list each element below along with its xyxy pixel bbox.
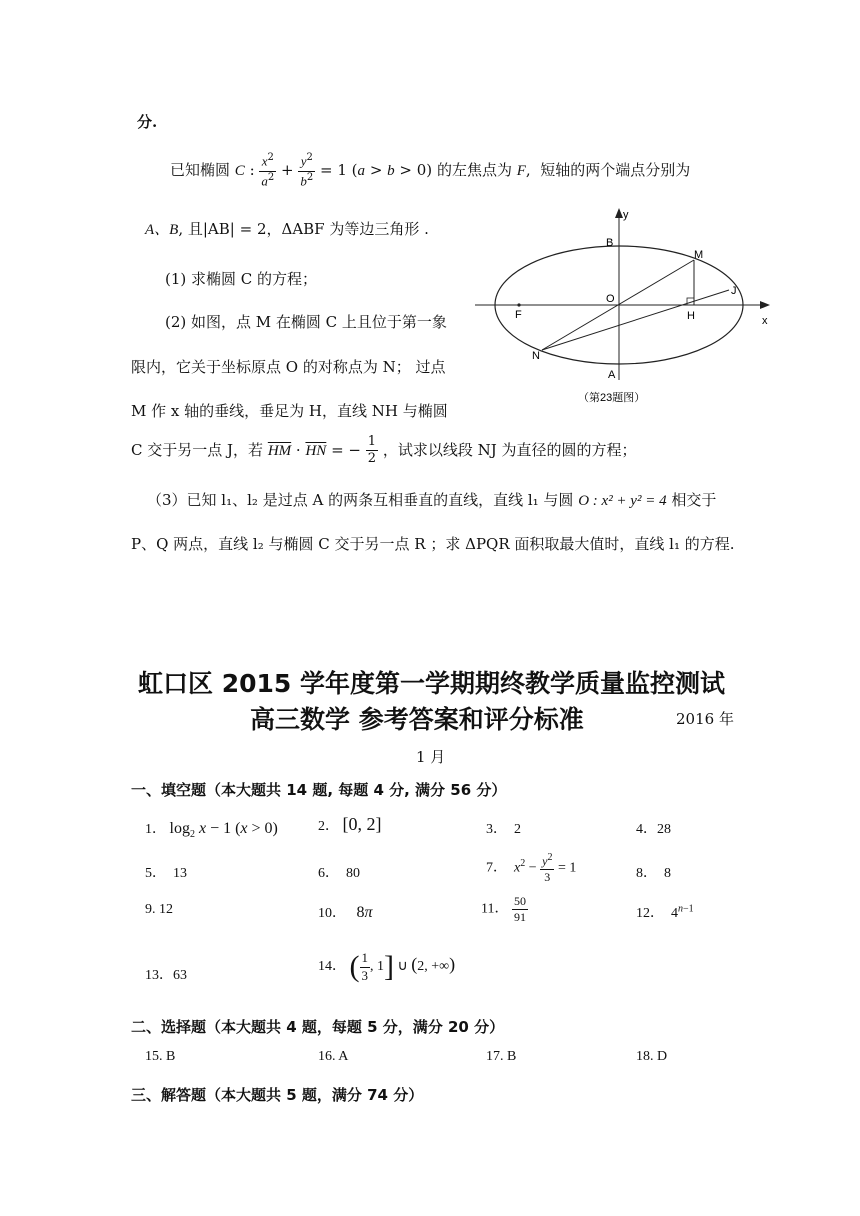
answer-13: 13．63	[145, 968, 187, 983]
answer-3: 3． 2	[486, 822, 521, 837]
x-axis-arrow	[760, 301, 770, 309]
question-3-line-a	[147, 489, 716, 510]
section-2-title: 二、选择题（本大题共 4 题，每题 5 分，满分 20 分）	[131, 1018, 505, 1036]
section-3-title: 三、解答题（本大题共 5 题，满分 74 分）	[131, 1086, 424, 1104]
document-month: 1 月	[416, 748, 446, 766]
answer-7: 7． $x^2$ − $\frac{y^2}{3}$ = 1	[486, 852, 577, 884]
section-1-title: 一、填空题（本大题共 14 题, 每题 4 分, 满分 56 分）	[131, 781, 507, 799]
answer-15: 15. B	[145, 1049, 176, 1064]
answer-8: 8． 8	[636, 866, 671, 881]
label-o: O	[606, 293, 615, 305]
label-f: F	[515, 309, 522, 321]
focus-point	[517, 303, 520, 306]
question-2-line-c: M 作 x 轴的垂线，垂足为 H，直线 NH 与椭圆	[131, 402, 448, 420]
label-y: y	[623, 209, 629, 221]
answer-4: 4．28	[636, 822, 671, 837]
document-subtitle: 高三数学 参考答案和评分标准	[250, 705, 584, 734]
answer-1: 1． $\log_2 x - 1$ (x > 0)	[145, 820, 278, 841]
problem-text: 且|AB| = 2，ΔABF 为等边三角形 .	[187, 220, 429, 238]
problem-text: A、B	[145, 222, 179, 238]
question-2-line-d: C 交于另一点 J，若 $\overline{HM} \cdot \overline{HN}$ = − $\frac{1}{2}$ ，试求以线段 NJ 为直径的圆的方程；	[131, 434, 637, 467]
label-m: M	[694, 249, 704, 261]
problem-text: （3）已知 l₁、l₂ 是过点 A 的两条互相垂直的直线，直线 l₁ 与圆	[147, 491, 574, 509]
problem-line-2: A、B, 且|AB| = 2，ΔABF 为等边三角形 .	[145, 220, 429, 238]
answer-5: 5． 13	[145, 866, 187, 881]
answer-2: 2． [0, 2]	[318, 814, 382, 834]
circle-equation: O : x² + y² = 4	[578, 493, 667, 509]
problem-text: 相交于	[671, 491, 717, 509]
answer-6: 6． 80	[318, 866, 360, 881]
label-n: N	[532, 350, 540, 362]
answer-18: 18. D	[636, 1049, 668, 1064]
answer-16: 16. A	[318, 1049, 349, 1064]
ellipse-figure	[470, 200, 790, 415]
line-nj	[542, 290, 729, 350]
answer-10: 10． 8π	[318, 904, 373, 921]
y-axis-arrow	[615, 208, 623, 218]
label-j: J	[731, 285, 737, 297]
label-a: A	[608, 369, 616, 381]
problem-text: 短轴的两个端点分别为	[540, 161, 691, 180]
answer-11: 11． $\frac{50}{91}$	[481, 894, 526, 924]
question-2-line-a: (2) 如图，点 M 在椭圆 C 上且位于第一象	[165, 313, 447, 331]
label-b: B	[606, 237, 614, 249]
answer-14: 14． ( $\frac{1}{3}$ , 1] ∪ (2, +∞)	[318, 950, 456, 983]
document-year: 2016 年	[676, 710, 734, 728]
top-fragment: 分.	[137, 113, 158, 131]
label-x: x	[762, 315, 768, 327]
answer-12: 12． $4^{n-1}$	[636, 903, 694, 921]
answer-17: 17. B	[486, 1049, 517, 1064]
question-3-line-b: P、Q 两点，直线 l₂ 与椭圆 C 交于另一点 R ；求 ΔPQR 面积取最大值时，直线 l₁ 的方程.	[131, 535, 735, 553]
problem-text: ，试求以线段 NJ 为直径的圆的方程；	[382, 440, 637, 459]
answer-9: 9. 12	[145, 902, 173, 917]
problem-text: C 交于另一点 J，若	[131, 440, 264, 459]
figure-caption: （第23题图）	[578, 392, 646, 404]
problem-text: 已知椭圆	[170, 161, 231, 180]
question-2-line-b: 限内，它关于坐标原点 O 的对称点为 N； 过点	[131, 358, 446, 376]
question-1: (1) 求椭圆 C 的方程；	[165, 270, 318, 288]
label-h: H	[687, 310, 695, 322]
document-title: 虹口区 2015 学年度第一学期期终教学质量监控测试	[138, 669, 725, 698]
problem-line-1: 已知椭圆 C : $\frac{x^2}{a^2}$ + $\frac{y^2}{b^2}$ = 1 (a > b > 0) 的左焦点为 F, 短轴的两个端点分别为	[170, 152, 691, 188]
problem-text: 的左焦点为	[436, 161, 512, 180]
